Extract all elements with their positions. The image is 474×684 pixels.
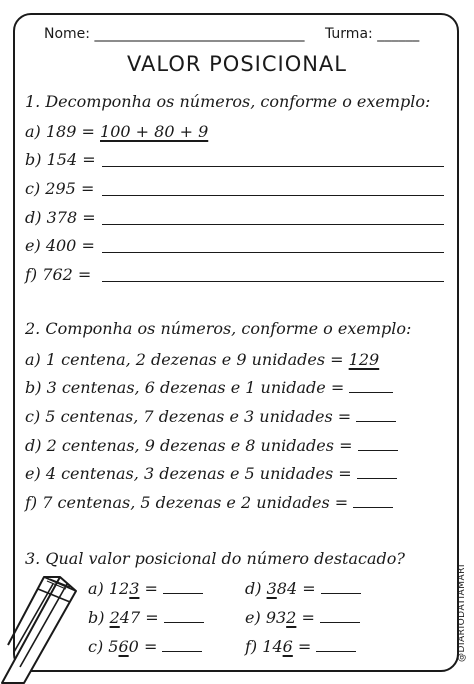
item-text: 3 centenas, 6 dezenas e 1 unidade (46, 378, 326, 397)
answer-blank[interactable] (357, 478, 397, 479)
item-letter: b) (88, 608, 105, 627)
item-equals: = (81, 236, 95, 255)
q1-item-f (25, 265, 91, 284)
item-equals: = (339, 436, 353, 455)
item-number: 295 (45, 179, 76, 198)
q1-item-b (25, 150, 96, 169)
item-letter: f) (25, 493, 38, 512)
q2-item-b (25, 378, 393, 397)
highlighted-digit: 3 (266, 579, 277, 598)
item-equals: = (82, 150, 96, 169)
item-letter: d) (245, 579, 262, 598)
item-number: 378 (46, 208, 78, 227)
item-equals: = (145, 608, 159, 627)
item-letter: a) (88, 579, 104, 598)
q2-item-a (25, 350, 379, 369)
q3-item-d (245, 579, 361, 598)
q3-item-a (88, 579, 203, 598)
answer-line[interactable] (102, 224, 444, 225)
item-letter: c) (25, 179, 41, 198)
example-answer: 129 (348, 350, 380, 369)
item-equals: = (302, 579, 316, 598)
item-equals: = (301, 608, 315, 627)
item-letter: b) (25, 150, 42, 169)
number-part: 12 (108, 579, 130, 598)
q1-item-e (25, 236, 95, 255)
q3-item-b (88, 608, 204, 627)
answer-blank[interactable] (164, 622, 204, 623)
worksheet-border (13, 13, 459, 672)
item-number: 400 (45, 236, 77, 255)
item-letter: c) (88, 637, 104, 656)
number-part: 5 (108, 637, 119, 656)
item-letter: d) (25, 208, 42, 227)
item-equals: = (337, 407, 352, 426)
item-equals: = (330, 378, 345, 397)
item-equals: = (338, 464, 352, 483)
item-letter: e) (245, 608, 261, 627)
credit-text: @DIARIODATIAMARI (457, 563, 467, 662)
number-part: 93 (265, 608, 287, 627)
q2-prompt: 2. Componha os números, conforme o exemplo: (25, 319, 412, 338)
item-text: 7 centenas, 5 dezenas e 2 unidades (42, 493, 330, 512)
item-text: 1 centena, 2 dezenas e 9 unidades (45, 350, 326, 369)
answer-line[interactable] (102, 252, 444, 253)
answer-blank[interactable] (163, 593, 203, 594)
name-field[interactable] (44, 26, 304, 42)
answer-line[interactable] (102, 281, 444, 282)
item-number: 762 (42, 265, 73, 284)
item-number: 154 (46, 150, 78, 169)
q3-item-f (245, 637, 356, 656)
q1-item-a (25, 122, 208, 141)
name-blank: ______________________________ (94, 26, 305, 42)
item-text: 4 centenas, 3 dezenas e 5 unidades (45, 464, 334, 483)
number-part: 0 (128, 637, 139, 656)
item-letter: e) (25, 464, 41, 483)
class-blank: ______ (377, 26, 420, 42)
answer-line[interactable] (102, 195, 444, 196)
answer-blank[interactable] (162, 651, 202, 652)
highlighted-digit: 3 (129, 579, 140, 598)
item-text: 2 centenas, 9 dezenas e 8 unidades (46, 436, 334, 455)
item-letter: c) (25, 407, 41, 426)
q1-item-c (25, 179, 94, 198)
answer-blank[interactable] (320, 622, 360, 623)
q3-item-e (245, 608, 360, 627)
item-equals: = (80, 179, 95, 198)
number-part: 84 (276, 579, 298, 598)
item-equals: = (82, 208, 96, 227)
credit-watermark (452, 560, 472, 665)
pencil-icon (0, 575, 82, 684)
answer-blank[interactable] (321, 593, 361, 594)
highlighted-digit: 2 (109, 608, 120, 627)
q2-item-c (25, 407, 396, 426)
answer-blank[interactable] (356, 421, 396, 422)
item-equals: = (81, 122, 95, 141)
item-letter: d) (25, 436, 42, 455)
item-letter: b) (25, 378, 42, 397)
name-label: Nome: (44, 26, 91, 42)
q2-item-d (25, 436, 398, 455)
item-equals: = (334, 493, 349, 512)
item-equals: = (143, 637, 158, 656)
highlighted-digit: 6 (118, 637, 129, 656)
q1-prompt: 1. Decomponha os números, conforme o exemplo: (25, 92, 431, 111)
q1-item-d (25, 208, 96, 227)
q3-item-c (88, 637, 202, 656)
class-label: Turma: (325, 26, 373, 42)
class-field[interactable] (325, 26, 419, 42)
item-letter: e) (25, 236, 41, 255)
answer-blank[interactable] (316, 651, 356, 652)
highlighted-digit: 2 (286, 608, 297, 627)
item-equals: = (77, 265, 92, 284)
item-equals: = (144, 579, 158, 598)
q2-item-f (25, 493, 393, 512)
page-title: VALOR POSICIONAL (126, 52, 347, 76)
item-equals: = (297, 637, 312, 656)
item-number: 189 (45, 122, 77, 141)
item-equals: = (330, 350, 344, 369)
answer-blank[interactable] (358, 450, 398, 451)
highlighted-digit: 6 (282, 637, 293, 656)
item-letter: a) (25, 122, 41, 141)
answer-line[interactable] (102, 166, 444, 167)
item-letter: f) (245, 637, 258, 656)
item-letter: f) (25, 265, 38, 284)
answer-blank[interactable] (353, 507, 393, 508)
q3-prompt: 3. Qual valor posicional do número destacado? (25, 549, 405, 568)
q2-item-e (25, 464, 397, 483)
example-answer: 100 + 80 + 9 (100, 122, 209, 141)
item-text: 5 centenas, 7 dezenas e 3 unidades (45, 407, 333, 426)
answer-blank[interactable] (349, 392, 393, 393)
item-letter: a) (25, 350, 41, 369)
number-part: 14 (262, 637, 283, 656)
number-part: 47 (119, 608, 141, 627)
